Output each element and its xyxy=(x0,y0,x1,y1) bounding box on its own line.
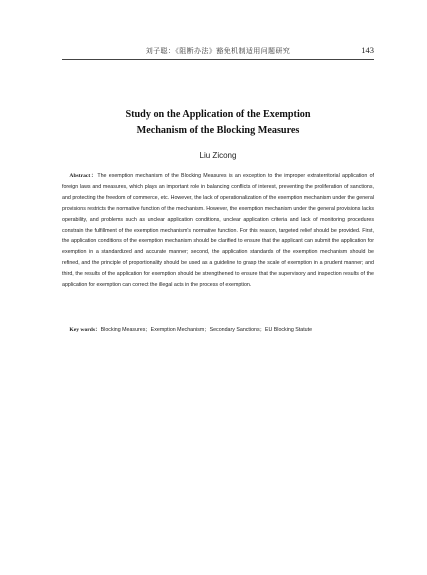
title-line-2: Mechanism of the Blocking Measures xyxy=(136,125,300,136)
keywords-text: Blocking Measures；Exemption Mechanism；Secondary Sanctions；EU Blocking Statute xyxy=(100,327,313,333)
header-rule xyxy=(62,59,374,60)
abstract-text: The exemption mechanism of the Blocking Measures is an exception to the improper extraterritorial application of foreign laws and measures, which plays an important role in balancing conflicts of interest, preventing the proliferation of sanctions, and protecting the freedom of commerce, etc. However, the lack of operationalization of the exemption mechanism under the general provisions restricts the normative function of the mechanism. However, the exemption mechanism under the general provisions lacks operability, and problems such as unclear application conditions, unclear application criteria and lack of monitoring procedures constrain the fulfillment of the exemption mechanism's normative function. For this reason, targeted relief should be provided. First, the application conditions of the exemption mechanism should be clarified to ensure that the applicant can submit the application for exemption in a standardized and accurate manner; second, the application standards of the exemption mechanism should be refined, and the principle of proportionality should be used as a guideline to grasp the scale of exemption in a prudent manner; and third, the results of the application for exemption should be strengthened to ensure that the supervisory and inspection results of the application for exemption can correct the illegal acts in the process of exemption. xyxy=(62,173,374,289)
running-header xyxy=(62,46,374,62)
author-name: Liu Zicong xyxy=(199,151,237,160)
abstract-label: Abstract： xyxy=(69,173,98,179)
article-title xyxy=(62,107,374,139)
keywords-paragraph xyxy=(62,325,374,336)
keywords-label: Key words： xyxy=(69,327,101,333)
abstract-paragraph xyxy=(62,171,374,291)
running-title: 刘子聪：《阻断办法》豁免机制适用问题研究 xyxy=(145,47,291,55)
page-number: 143 xyxy=(361,45,374,55)
title-line-1: Study on the Application of the Exemption xyxy=(125,109,311,120)
